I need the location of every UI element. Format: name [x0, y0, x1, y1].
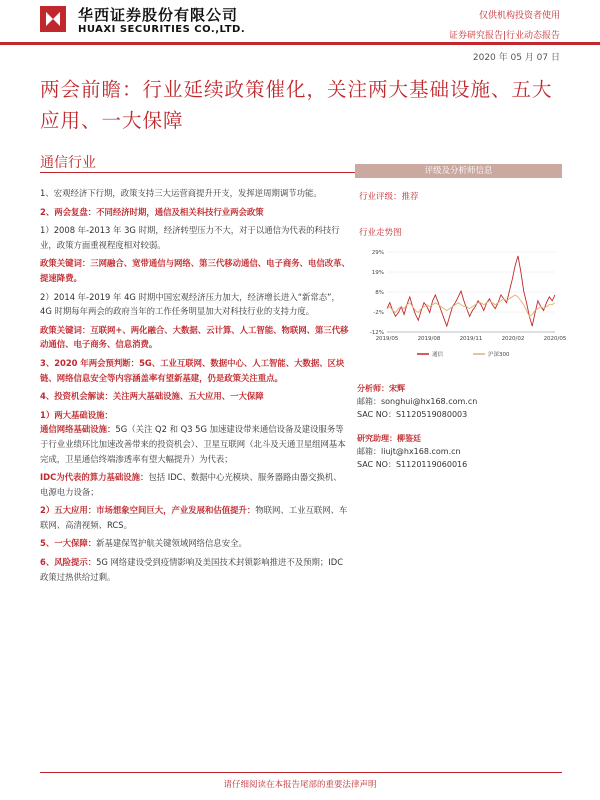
company-name-en: HUAXI SECURITIES CO.,LTD.	[78, 24, 246, 35]
assistant-email: 邮箱：liujt@hx168.com.cn	[357, 447, 461, 456]
company-logo-icon	[38, 4, 68, 34]
para-3g: 1）2008 年-2013 年 3G 时期，经济转型压力不大，对于以通信为代表的科技行业，政策方面重视程度相对较弱。	[40, 225, 340, 250]
industry-rating: 行业评级：推荐	[359, 192, 419, 202]
para-investment: 4、投资机会解读：关注两大基础设施、五大应用、一大保障	[40, 391, 264, 402]
report-date: 2020 年 05 月 07 日	[472, 53, 560, 63]
company-name-cn: 华西证券股份有限公司	[78, 6, 239, 24]
legend-label-0: 通信	[432, 352, 444, 358]
header-divider	[0, 42, 600, 45]
para-applications: 2）五大应用：市场想象空间巨大，产业发展和估值提升：物联网、工业互联网、车联网、高清视频、RCS。	[40, 505, 348, 530]
legend-label-1: 沪深300	[488, 352, 510, 358]
y-tick-label: 8%	[375, 290, 384, 296]
analyst-sac: SAC NO：S1120519080003	[357, 410, 468, 419]
report-type-tag: 证券研究报告|行业动态报告	[448, 31, 560, 41]
legal-notice: 请仔细阅读在本报告尾部的重要法律声明	[223, 780, 377, 790]
assistant-name: 研究助理：柳鉴廷	[357, 434, 421, 443]
report-summary	[40, 186, 350, 588]
para-macro: 1、宏观经济下行期，政策支持三大运营商提升开支，发挥逆周期调节功能。	[40, 188, 322, 198]
para-network-infra: 通信网络基础设施：5G（关注 Q2 和 Q3 5G 加速建设带来通信设备及建设服务等于行业业绩环比加速改善带来的投资机会）、卫星互联网（北斗及天通卫星组网基本完成，卫星通信终端渗透率有望大幅提升）为代表；	[40, 424, 346, 464]
footer-divider	[40, 772, 562, 773]
x-tick-label: 2020/05	[543, 336, 567, 342]
audience-tag: 仅供机构投资者使用	[478, 11, 560, 21]
analyst-name: 分析师：宋辉	[357, 384, 405, 393]
rating-panel-header: 评级及分析师信息	[355, 164, 562, 178]
para-risk: 6、风险提示：5G 网络建设受到疫情影响及美国技术封锁影响推进不及预期；IDC 政策过热供给过剩。	[40, 557, 344, 582]
assistant-sac: SAC NO：S1120119060016	[357, 460, 468, 469]
x-tick-label: 2019/08	[417, 336, 441, 342]
trend-chart	[355, 246, 567, 366]
rating-panel	[355, 164, 567, 366]
para-3g-keywords: 政策关键词：三网融合、宽带通信与网络、第三代移动通信、电子商务、电信改革、提速降费。	[40, 258, 350, 283]
para-idc-infra: IDC为代表的算力基础设施：包括 IDC、数据中心光模块、服务器路由器交换机、电源电力设备；	[40, 472, 342, 497]
x-tick-label: 2020/02	[501, 336, 525, 342]
y-tick-label: -2%	[373, 310, 384, 316]
para-security: 5、一大保障：新基建保驾护航关键领域网络信息安全。	[40, 538, 247, 549]
x-tick-label: 2019/05	[375, 336, 399, 342]
para-infra-heading: 1）两大基础设施：	[40, 409, 113, 420]
industry-label: 通信行业	[40, 155, 96, 171]
page-header	[0, 0, 600, 62]
para-2020-forecast: 3、2020 年两会预判断：5G、工业互联网、数据中心、人工智能、大数据、区块链、网络信息安全等内容涵盖率有望新基建，仍是政策关注重点。	[40, 357, 345, 383]
trend-chart-label: 行业走势图	[359, 228, 402, 238]
report-title: 两会前瞻：行业延续政策催化，关注两大基础设施、五大应用、一大保障	[40, 78, 553, 132]
assistant-info	[357, 432, 562, 471]
para-4g: 2）2014 年-2019 年 4G 时期中国宏观经济压力加大，经济增长进入“新常态”，4G 时期每年两会的政府当年的工作任务明显加大对科技行业的支持力度。	[40, 291, 340, 317]
analyst-info	[357, 382, 562, 421]
y-tick-label: -12%	[369, 330, 384, 336]
para-4g-keywords: 政策关键词：互联网+、两化融合、大数据、云计算、人工智能、物联网、第三代移动通信、电子商务、信息消费。	[40, 324, 349, 350]
y-tick-label: 19%	[371, 270, 384, 276]
x-tick-label: 2019/11	[459, 336, 483, 342]
para-review: 2、两会复盘：不同经济时期，通信及相关科技行业两会政策	[40, 206, 264, 217]
analyst-email: 邮箱：songhui@hx168.com.cn	[357, 397, 478, 406]
y-tick-label: 29%	[371, 250, 384, 256]
